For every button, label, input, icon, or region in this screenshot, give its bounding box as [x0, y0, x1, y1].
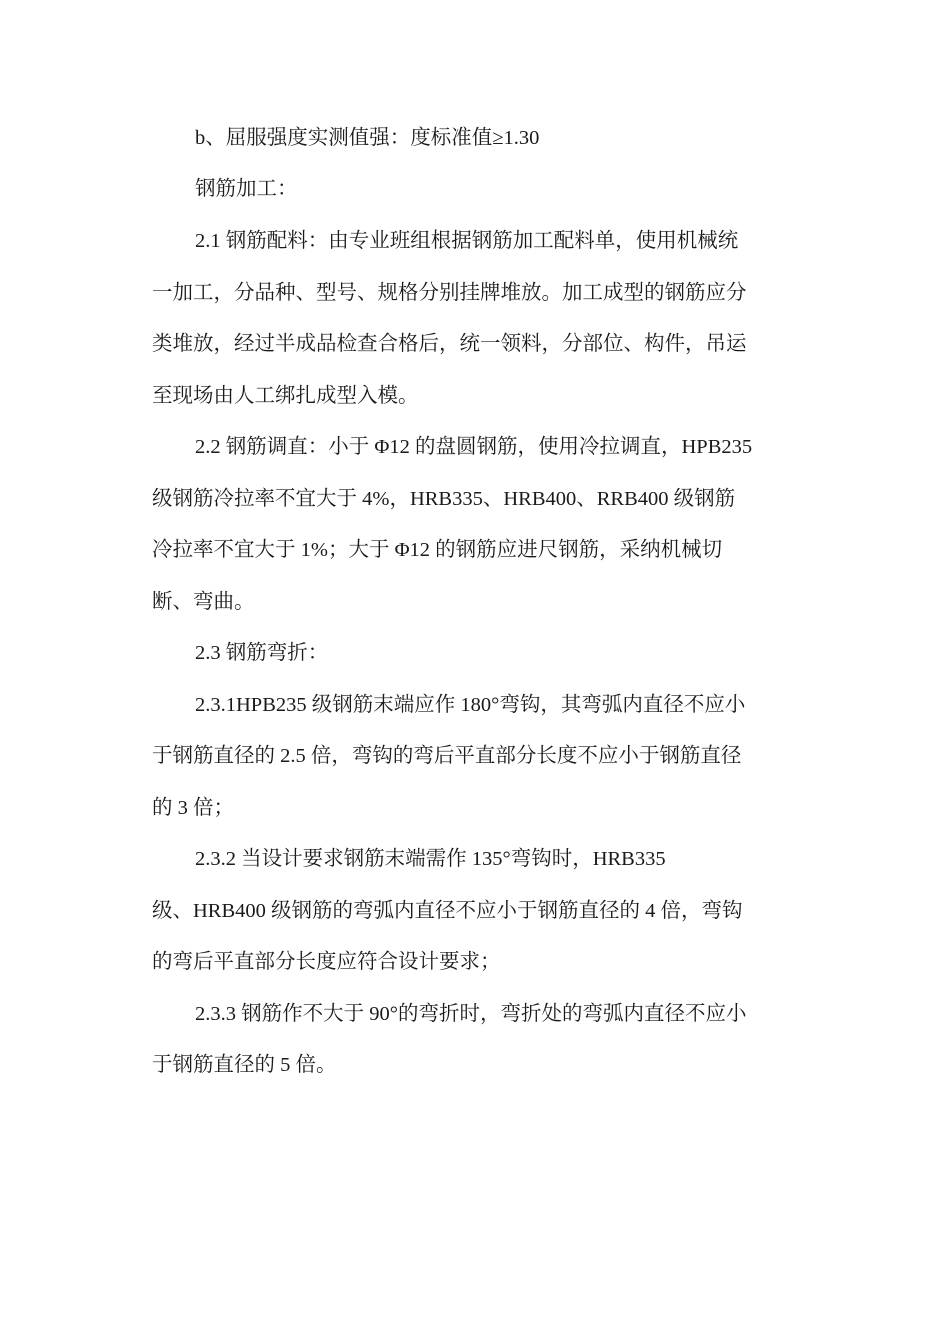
paragraph-line: 2.3.2 当设计要求钢筋末端需作 135°弯钩时，HRB335 [195, 848, 666, 870]
paragraph-line: 类堆放，经过半成品检查合格后，统一领料，分部位、构件，吊运 [152, 333, 747, 355]
paragraph-line: 于钢筋直径的 2.5 倍，弯钩的弯后平直部分长度不应小于钢筋直径 [152, 745, 742, 767]
paragraph-line: 断、弯曲。 [152, 591, 255, 613]
paragraph-line: 2.3.3 钢筋作不大于 90°的弯折时，弯折处的弯弧内直径不应小 [195, 1003, 747, 1025]
paragraph-line: b、屈服强度实测值强：度标准值≥1.30 [195, 127, 540, 149]
paragraph-line: 一加工，分品种、型号、规格分别挂牌堆放。加工成型的钢筋应分 [152, 282, 747, 304]
paragraph-line: 至现场由人工绑扎成型入模。 [152, 385, 419, 407]
paragraph-line: 的 3 倍； [152, 797, 234, 819]
paragraph-line: 冷拉率不宜大于 1%；大于 Φ12 的钢筋应进尺钢筋，采纳机械切 [152, 539, 723, 561]
paragraph-line: 级钢筋冷拉率不宜大于 4%，HRB335、HRB400、RRB400 级钢筋 [152, 488, 736, 510]
paragraph-line: 2.2 钢筋调直：小于 Φ12 的盘圆钢筋，使用冷拉调直，HPB235 [195, 436, 753, 458]
section-heading: 钢筋加工： [195, 178, 298, 200]
paragraph-line: 的弯后平直部分长度应符合设计要求； [152, 951, 501, 973]
paragraph-line: 于钢筋直径的 5 倍。 [152, 1054, 337, 1076]
paragraph-line: 2.3.1HPB235 级钢筋末端应作 180°弯钩，其弯弧内直径不应小 [195, 694, 746, 716]
paragraph-line: 级、HRB400 级钢筋的弯弧内直径不应小于钢筋直径的 4 倍，弯钩 [152, 900, 743, 922]
paragraph-line: 2.1 钢筋配料：由专业班组根据钢筋加工配料单，使用机械统 [195, 230, 739, 252]
section-heading: 2.3 钢筋弯折： [195, 642, 329, 664]
